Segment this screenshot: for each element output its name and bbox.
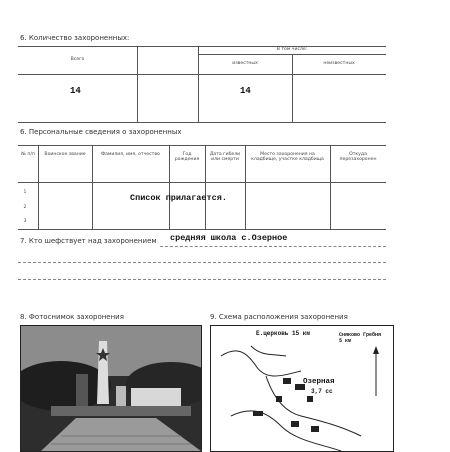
section-8-title: 8. Фотоснимок захоронения bbox=[20, 313, 124, 321]
map-label-center-sub: 3,7 сс bbox=[311, 388, 333, 395]
map-label-center: Озерная bbox=[303, 378, 335, 386]
header-death-date: Дата гибели или смерти bbox=[209, 152, 241, 163]
header-rank: Воинское звание bbox=[44, 152, 86, 157]
header-number: № п/п bbox=[21, 152, 35, 157]
col-total-header: Всего bbox=[70, 57, 85, 62]
col-known-header: известных bbox=[232, 61, 258, 66]
header-name: Фамилия, имя, отчество bbox=[101, 152, 160, 157]
row-number-1: 1 bbox=[23, 190, 27, 195]
map-label-top-right: Сняково Гребня 5 км bbox=[339, 332, 382, 344]
section-9-title: 9. Схема расположения захоронения bbox=[210, 313, 348, 321]
list-attached-note: Список прилагается. bbox=[130, 193, 227, 203]
row-number-2: 2 bbox=[23, 205, 27, 210]
burial-photo bbox=[20, 325, 202, 452]
section-6-title: 6. Количество захороненных: bbox=[20, 34, 130, 42]
section-personal-title: 6. Персональные сведения о захороненных bbox=[20, 128, 182, 136]
header-birth-year: Год рождения bbox=[174, 152, 200, 163]
col-unknown-header: неизвестных bbox=[323, 61, 355, 66]
burial-location-map bbox=[210, 325, 394, 452]
row-number-3: 3 bbox=[23, 219, 27, 224]
total-value: 14 bbox=[70, 86, 81, 96]
header-burial-place: Место захоронения на кладбище, участке кладбища bbox=[251, 152, 324, 163]
section-7-label: 7. Кто шефствует над захоронением bbox=[20, 237, 157, 245]
col-including-header: В том числе: bbox=[276, 47, 308, 52]
known-value: 14 bbox=[240, 86, 251, 96]
header-reburied-from: Откуда перезахоронен bbox=[339, 152, 377, 163]
map-label-top-left: Е.церковь 15 км bbox=[256, 330, 311, 337]
patron-value: средняя школа с.Озерное bbox=[170, 233, 288, 243]
